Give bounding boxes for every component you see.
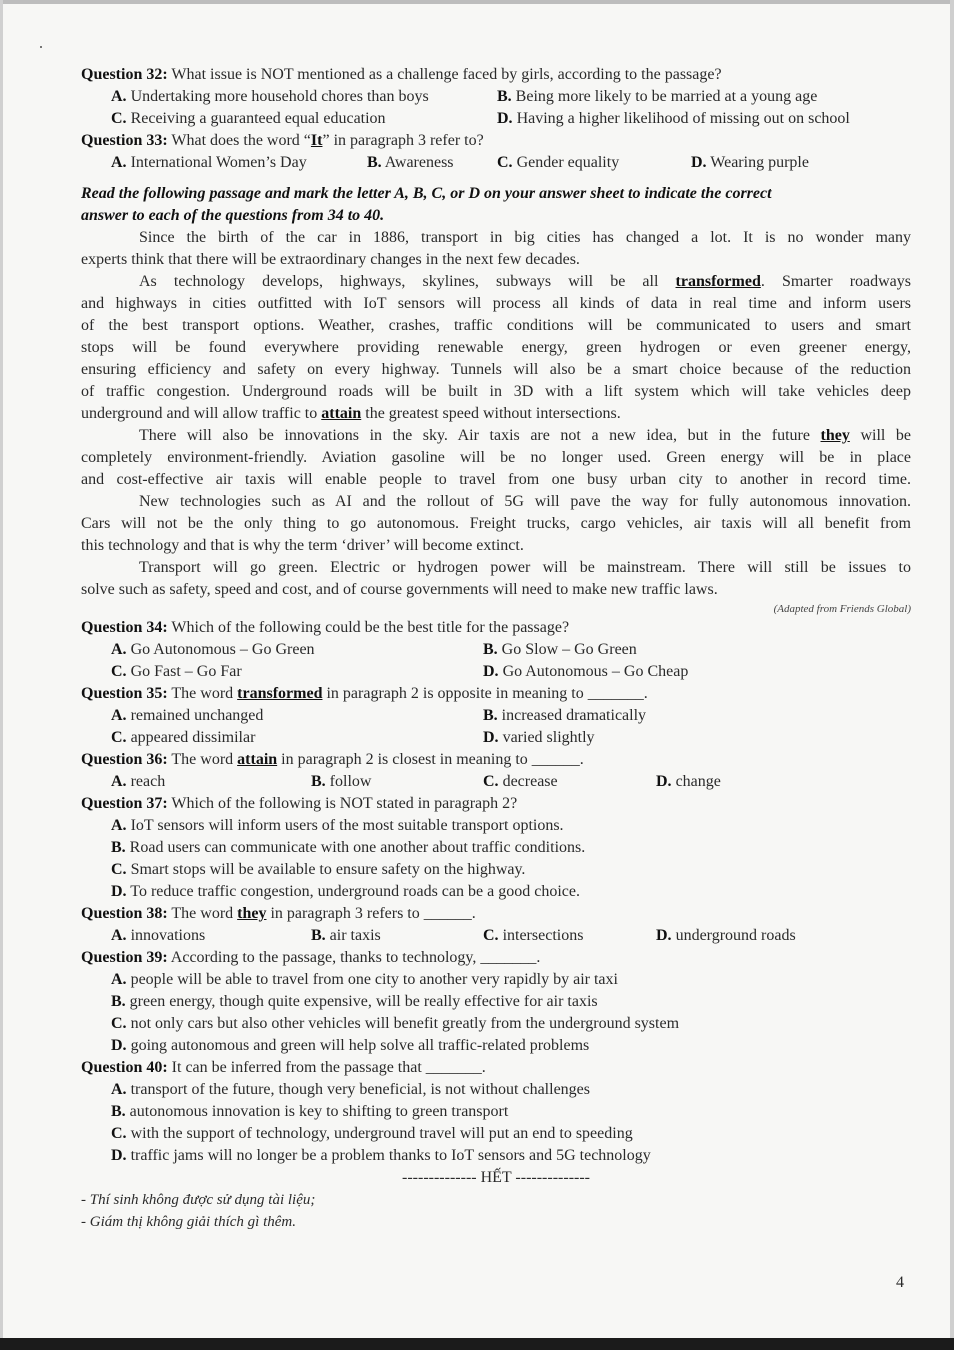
question-text: Which of the following could be the best title for the passage? (171, 619, 570, 636)
options-row (81, 152, 911, 174)
question-text: What does the word “ (171, 132, 311, 149)
option-a: A. Go Autonomous – Go Green (111, 641, 315, 658)
option-a: A. Undertaking more household chores than boys (111, 88, 429, 105)
option-a: A. people will be able to travel from one city to another very rapidly by air taxi (111, 971, 618, 988)
option-c: C. decrease (483, 773, 558, 790)
passage-line: ensuring efficiency and safety on every highway. Tunnels will also be a smart choice because of the reduction (81, 361, 911, 378)
option-d: D. going autonomous and green will help solve all traffic-related problems (111, 1037, 590, 1054)
question-text: According to the passage, thanks to technology, _______. (170, 949, 541, 966)
passage-line: underground and will allow traffic to attain the greatest speed without intersections. (81, 405, 621, 422)
keyword-transformed: transformed (675, 273, 761, 290)
question-39 (81, 947, 911, 969)
option-b: B. Go Slow – Go Green (483, 641, 637, 658)
question-text: The word (171, 751, 234, 768)
question-text: The word (171, 905, 234, 922)
passage-line: and highways in cities outfitted with IoT sensors will process all kinds of data in real time and inform users (81, 295, 911, 312)
question-40 (81, 1057, 911, 1079)
option-d: D. Having a higher likelihood of missing out on school (497, 110, 850, 127)
question-34 (81, 617, 911, 639)
question-32 (81, 64, 911, 86)
passage-source: (Adapted from Friends Global) (773, 603, 911, 615)
option-b: B. air taxis (311, 927, 381, 944)
question-text: in paragraph 2 is opposite in meaning to _______. (326, 685, 648, 702)
option-a: A. IoT sensors will inform users of the most suitable transport options. (111, 817, 564, 834)
option-b: B. increased dramatically (483, 707, 647, 724)
question-35 (81, 683, 911, 705)
option-b: B. green energy, though quite expensive, will be really effective for air taxis (111, 993, 598, 1010)
exam-page (81, 64, 911, 1233)
keyword-they: they (820, 427, 850, 444)
passage-line: Cars will not be the only thing to go autonomous. Freight trucks, cargo vehicles, air taxis will all benefit from (81, 515, 911, 532)
option-b: B. follow (311, 773, 372, 790)
option-c: C. appeared dissimilar (111, 729, 256, 746)
question-text: in paragraph 3 refers to ______. (270, 905, 476, 922)
end-marker: -------------- HẾT -------------- (402, 1169, 590, 1186)
option-c: C. Receiving a guaranteed equal education (111, 110, 386, 127)
question-label: Question 37: (81, 795, 168, 812)
option-c: C. Smart stops will be available to ensure safety on the highway. (111, 861, 526, 878)
keyword: It (310, 132, 323, 149)
passage-line: As technology develops, highways, skylines, subways will be all transformed. Smarter roadways (139, 273, 911, 290)
passage-line: of traffic congestion. Underground roads will be built in 3D with a lift system which will take vehicles deep (81, 383, 911, 400)
question-38 (81, 903, 911, 925)
option-a: A. transport of the future, though very beneficial, is not without challenges (111, 1081, 590, 1098)
options-row (81, 108, 911, 130)
passage-line: Since the birth of the car in 1886, transport in big cities has changed a lot. It is no wonder many (139, 229, 911, 246)
passage-line: and cost-effective air taxis will enable people to travel from one busy urban city to another in record time. (81, 471, 911, 488)
option-c: C. not only cars but also other vehicles will benefit greatly from the underground system (111, 1015, 680, 1032)
passage-line: completely environment-friendly. Aviation gasoline will be no longer used. Green energy will be in place (81, 449, 911, 466)
option-d: D. traffic jams will no longer be a problem thanks to IoT sensors and 5G technology (111, 1147, 651, 1164)
question-label: Question 36: (81, 751, 168, 768)
option-a: A. remained unchanged (111, 707, 264, 724)
option-d: D. Go Autonomous – Go Cheap (483, 663, 689, 680)
question-text: in paragraph 2 is closest in meaning to ______. (281, 751, 584, 768)
question-label: Question 33: (81, 132, 168, 149)
keyword: attain (237, 751, 278, 768)
options-row (81, 771, 911, 793)
question-36 (81, 749, 911, 771)
option-b: B. autonomous innovation is key to shifting to green transport (111, 1103, 509, 1120)
scan-edge-bottom (0, 1338, 954, 1350)
keyword: transformed (237, 685, 323, 702)
question-text: Which of the following is NOT stated in paragraph 2? (171, 795, 518, 812)
options-row (81, 661, 911, 683)
question-label: Question 34: (81, 619, 168, 636)
instructions-line-1: Read the following passage and mark the letter A, B, C, or D on your answer sheet to indicate the correct (81, 185, 772, 202)
option-a: A. innovations (111, 927, 206, 944)
instructions-line-2: answer to each of the questions from 34 to 40. (81, 207, 385, 224)
scan-speck (40, 46, 42, 48)
passage-line: experts think that there will be extraordinary changes in the next few decades. (81, 251, 580, 268)
keyword: they (237, 905, 267, 922)
option-d: D. change (656, 773, 721, 790)
option-c: C. intersections (483, 927, 584, 944)
keyword-attain: attain (321, 405, 362, 422)
option-b: B. Awareness (367, 154, 454, 171)
passage-line: New technologies such as AI and the rollout of 5G will pave the way for fully autonomous innovation. (139, 493, 911, 510)
option-d: D. varied slightly (483, 729, 595, 746)
option-c: C. Go Fast – Go Far (111, 663, 242, 680)
note-no-explanation: - Giám thị không giải thích gì thêm. (81, 1214, 296, 1230)
question-text: ” in paragraph 3 refer to? (322, 132, 484, 149)
question-label: Question 40: (81, 1059, 168, 1076)
passage-line: There will also be innovations in the sky. Air taxis are not a new idea, but in the future they will be (139, 427, 911, 444)
option-d: D. Wearing purple (691, 154, 809, 171)
question-label: Question 32: (81, 66, 168, 83)
option-a: A. International Women’s Day (111, 154, 307, 171)
scan-edge-top (0, 0, 954, 4)
passage-line: this technology and that is why the term ‘driver’ will become extinct. (81, 537, 524, 554)
question-33 (81, 130, 911, 152)
passage-line: Transport will go green. Electric or hydrogen power will be mainstream. There will still be issues to (139, 559, 911, 576)
options-row (81, 639, 911, 661)
options-row (81, 86, 911, 108)
option-c: C. Gender equality (497, 154, 620, 171)
passage-line: solve such as safety, speed and cost, and of course governments will need to make new traffic laws. (81, 581, 718, 598)
question-text: The word (171, 685, 234, 702)
question-label: Question 39: (81, 949, 168, 966)
options-row (81, 705, 911, 727)
options-row (81, 925, 911, 947)
scan-edge-left (0, 0, 3, 1350)
question-37 (81, 793, 911, 815)
option-d: D. To reduce traffic congestion, underground roads can be a good choice. (111, 883, 580, 900)
option-b: B. Road users can communicate with one another about traffic conditions. (111, 839, 586, 856)
question-label: Question 35: (81, 685, 168, 702)
page-number: 4 (896, 1274, 904, 1291)
option-a: A. reach (111, 773, 166, 790)
question-label: Question 38: (81, 905, 168, 922)
option-c: C. with the support of technology, underground travel will put an end to speeding (111, 1125, 633, 1142)
question-text: What issue is NOT mentioned as a challenge faced by girls, according to the passage? (171, 66, 722, 83)
question-text: It can be inferred from the passage that _______. (171, 1059, 486, 1076)
option-b: B. Being more likely to be married at a young age (497, 88, 818, 105)
note-no-materials: - Thí sinh không được sử dụng tài liệu; (81, 1192, 316, 1208)
passage-line: stops will be found everywhere providing renewable energy, green hydrogen or even greener energy, (81, 339, 911, 356)
option-d: D. underground roads (656, 927, 796, 944)
scan-edge-right (950, 0, 954, 1350)
options-row (81, 727, 911, 749)
passage-line: of the best transport options. Weather, crashes, traffic conditions will be communicated to users and smart (81, 317, 911, 334)
